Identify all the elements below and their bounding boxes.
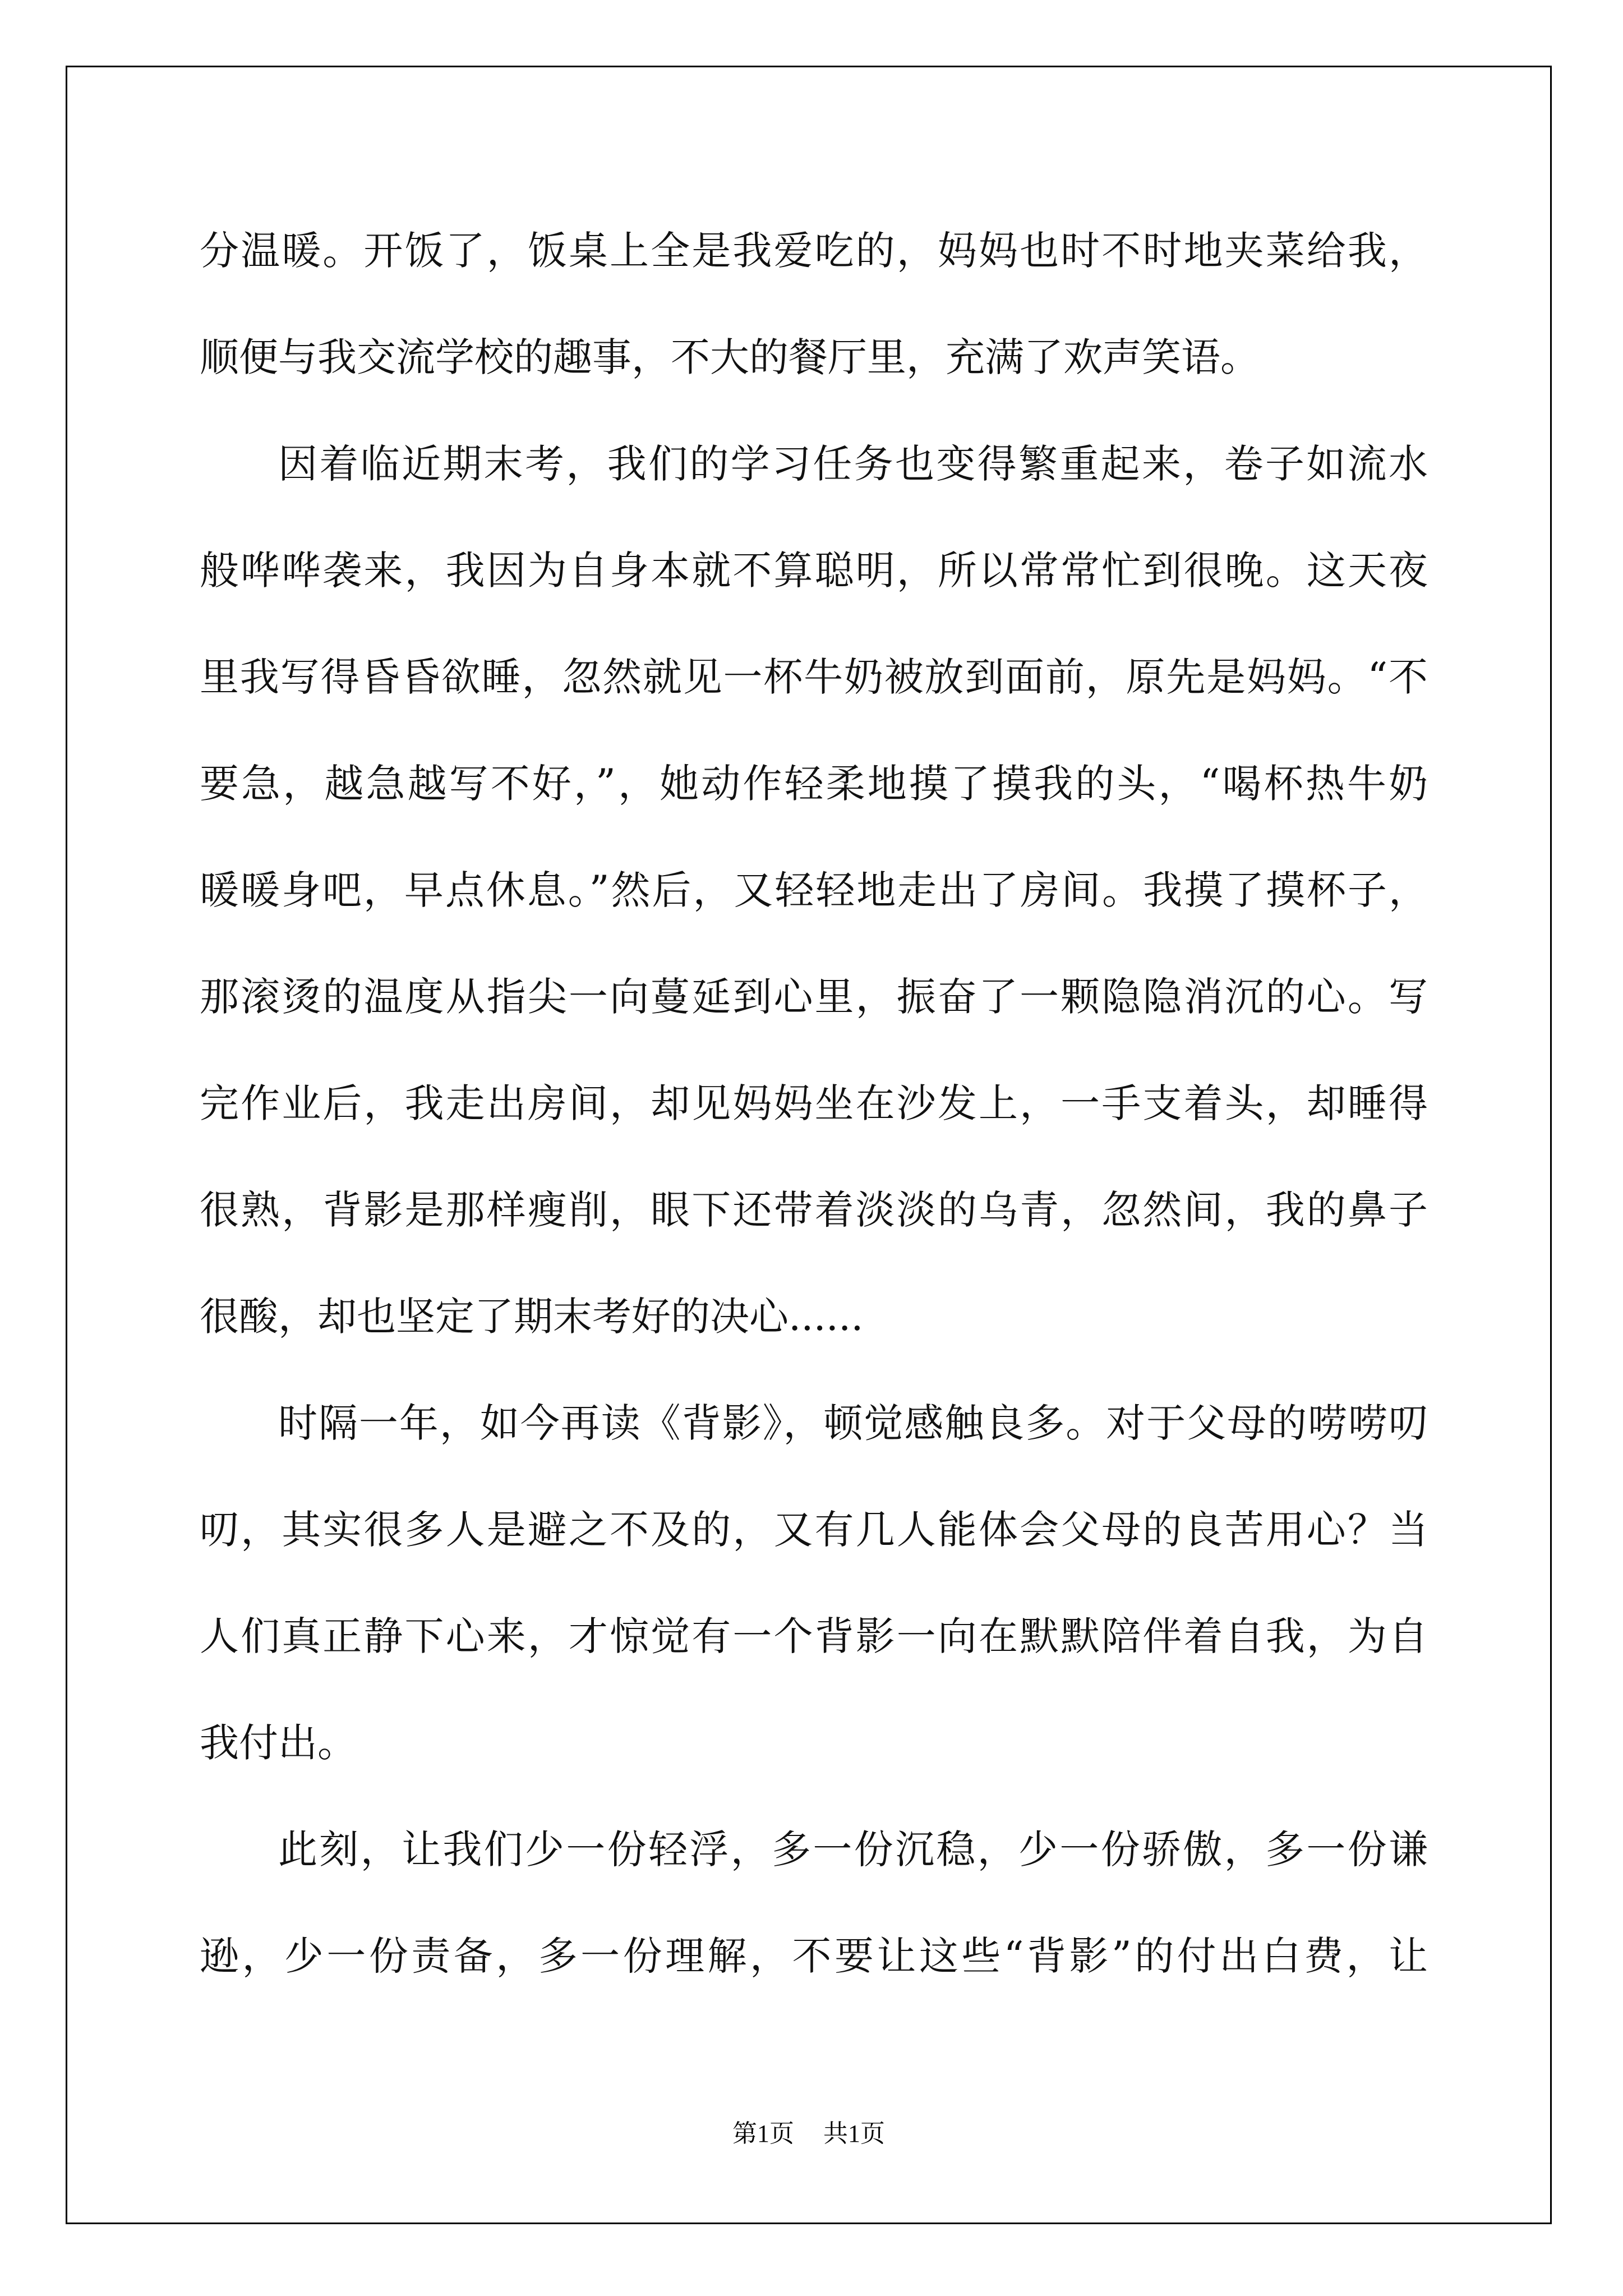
text-line: 很酸，却也坚定了期末考好的决心...... — [200, 1294, 864, 1340]
paragraph — [200, 411, 1428, 1370]
text-line: 我付出。 — [200, 1720, 357, 1766]
text-line: 因着临近期末考，我们的学习任务也变得繁重起来，卷子如流水 — [278, 441, 1428, 487]
document-body — [200, 197, 1428, 2009]
paragraph — [200, 1370, 1428, 1796]
text-line: 此刻，让我们少一份轻浮，多一份沉稳，少一份骄傲，多一份谦 — [278, 1826, 1428, 1872]
page-footer — [66, 2117, 1552, 2151]
text-line: 很熟，背影是那样瘦削，眼下还带着淡淡的乌青，忽然间，我的鼻子 — [200, 1187, 1428, 1233]
text-line: 里我写得昏昏欲睡，忽然就见一杯牛奶被放到面前，原先是妈妈。“不 — [200, 654, 1428, 700]
text-line: 顺便与我交流学校的趣事，不大的餐厅里，充满了欢声笑语。 — [200, 334, 1260, 380]
text-line: 那滚烫的温度从指尖一向蔓延到心里，振奋了一颗隐隐消沉的心。写 — [200, 974, 1428, 1020]
page-number: 第1页 — [732, 2120, 794, 2147]
text-line: 逊，少一份责备，多一份理解，不要让这些“背影”的付出白费，让 — [200, 1933, 1428, 1979]
paragraph — [200, 1796, 1428, 2009]
text-line: 完作业后，我走出房间，却见妈妈坐在沙发上，一手支着头，却睡得 — [200, 1080, 1428, 1126]
text-line: 人们真正静下心来，才惊觉有一个背影一向在默默陪伴着自我，为自 — [200, 1613, 1428, 1659]
text-line: 叨，其实很多人是避之不及的，又有几人能体会父母的良苦用心？当 — [200, 1507, 1428, 1553]
text-line: 要急，越急越写不好，”，她动作轻柔地摸了摸我的头，“喝杯热牛奶 — [200, 761, 1428, 807]
text-line: 般哗哗袭来，我因为自身本就不算聪明，所以常常忙到很晚。这天夜 — [200, 547, 1428, 593]
paragraph — [200, 197, 1428, 411]
page-total: 共1页 — [823, 2120, 885, 2147]
text-line: 时隔一年，如今再读《背影》，顿觉感触良多。对于父母的唠唠叨 — [278, 1400, 1428, 1446]
text-line: 分温暖。开饭了，饭桌上全是我爱吃的，妈妈也时不时地夹菜给我， — [200, 228, 1428, 274]
text-line: 暖暖身吧，早点休息。”然后，又轻轻地走出了房间。我摸了摸杯子， — [200, 867, 1428, 913]
